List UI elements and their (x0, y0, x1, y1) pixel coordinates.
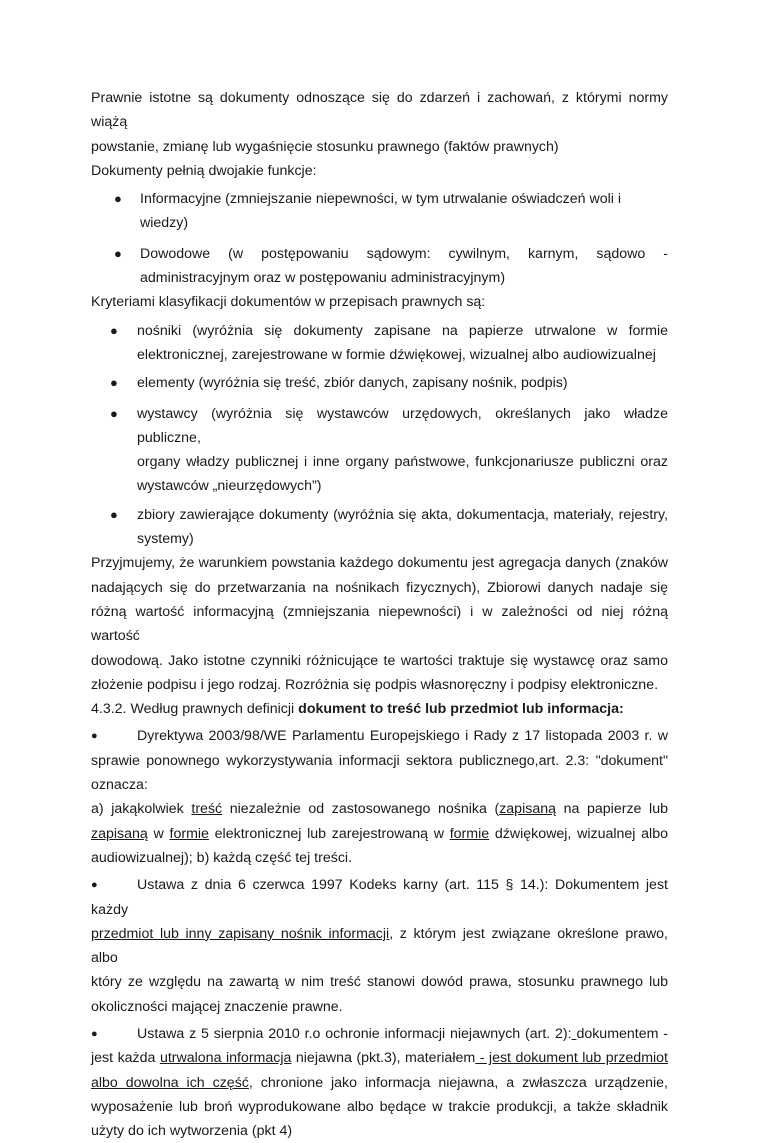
criteria-list (91, 319, 668, 552)
bullet-icon: ● (110, 375, 118, 391)
bullet-icon: ● (91, 879, 98, 892)
list-item: ● Informacyjne (zmniejszanie niepewności, w tym utrwalanie oświadczeń woli i wiedzy) (91, 187, 668, 236)
functions-heading: Dokumenty pełnią dwojakie funkcje: (91, 162, 317, 179)
underlined-term: formie (169, 825, 209, 842)
bullet-icon: ● (91, 730, 98, 743)
list-item: ● Dowodowe (w postępowaniu sądowym: cywilnym, karnym, sądowo - administracyjnym oraz w postępowaniu administracyjnym) (91, 242, 668, 291)
underlined-term: zapisaną (499, 801, 556, 818)
definition-classified-info-act: ● Ustawa z 5 sierpnia 2010 r.o ochronie informacji niejawnych (art. 2): dokumentem - jest każda utrwalona informacja niejawna (pkt.3), materiałem - jest dokument lub przedmiot albo dowolna ich część, chronione jako informacja niejawna, a zwłaszcza urządzenie, wyposażenie lub broń wyprodukowane albo będące w trakcie produkcji, a także składnik użyty do ich wytworzenia (pkt 4) (91, 1022, 668, 1143)
underlined-term: treść (191, 801, 223, 818)
body-paragraph: Przyjmujemy, że warunkiem powstania każdego dokumentu jest agregacja danych (znaków nadających się do przetwarzania na nośnikach fizycznych), Zbiorowi danych nadaje się różną wartość informacyjną (zmniejszania niepewności) i w zależności od niej różną wartość dowodową. Jako istotne czynniki różnicujące te wartości traktuje się wystawcę oraz samo złożenie podpisu i jego rodzaj. Rozróżnia się podpis własnoręczny i podpisy elektroniczne. (91, 555, 668, 693)
intro-line-2: powstanie, zmianę lub wygaśnięcie stosunku prawnego (faktów prawnych) (91, 138, 559, 155)
list-item: ● zbiory zawierające dokumenty (wyróżnia się akta, dokumentacja, materiały, rejestry, systemy) (91, 503, 668, 552)
underlined-term: utrwalona informacja (159, 1050, 292, 1067)
underlined-term: albo dowolna ich część (91, 1074, 249, 1091)
bullet-icon: ● (114, 191, 122, 207)
intro-line-1: Prawnie istotne są dokumenty odnoszące się do zdarzeń i zachowań, z którymi normy wiążą (91, 90, 668, 131)
functions-list (91, 187, 668, 290)
definition-directive: ● Dyrektywa 2003/98/WE Parlamentu Europejskiego i Rady z 17 listopada 2003 r. w sprawie ponownego wykorzystywania informacji sektora publicznego,art. 2.3: "dokument" oznacza: a) jakąkolwiek treść niezależnie od zastosowanego nośnika (zapisaną na papierze lub zapisaną w formie elektronicznej lub zarejestrowaną w formie dźwiękowej, wizualnej albo audiowizualnej); b) każdą część tej treści. (91, 724, 668, 870)
bullet-icon: ● (110, 405, 118, 421)
underlined-term: - jest dokument lub przedmiot (475, 1050, 669, 1067)
bullet-icon: ● (110, 322, 118, 338)
bullet-icon: ● (114, 245, 122, 261)
section-heading: 4.3.2. Według prawnych definicji dokument to treść lub przedmiot lub informacja: (91, 701, 624, 718)
definition-penal-code: ● Ustawa z dnia 6 czerwca 1997 Kodeks karny (art. 115 § 14.): Dokumentem jest każdy przedmiot lub inny zapisany nośnik informacji, z którym jest związane określone prawo, albo który ze względu na zawartą w nim treść stanowi dowód prawa, stosunku prawnego lub okoliczności mającej znaczenie prawne. (91, 873, 668, 1019)
list-item: ● wystawcy (wyróżnia się wystawców urzędowych, określanych jako władze publiczne, organy władzy publicznej i inne organy państwowe, funkcjonariusze publiczni oraz wystawców „nieurzędowych”) (91, 402, 668, 499)
criteria-heading: Kryteriami klasyfikacji dokumentów w przepisach prawnych są: (91, 294, 486, 311)
list-item: ● nośniki (wyróżnia się dokumenty zapisane na papierze utrwalone w formie elektronicznej, zarejestrowane w formie dźwiękowej, wizualnej albo audiowizualnej (91, 319, 668, 368)
bullet-icon: ● (91, 1027, 98, 1040)
section-heading-bold: dokument to treść lub przedmiot lub informacja: (298, 701, 624, 718)
underlined-term: przedmiot lub inny zapisany nośnik informacji (91, 925, 390, 942)
underlined-term: zapisaną (91, 825, 148, 842)
list-item: ● elementy (wyróżnia się treść, zbiór danych, zapisany nośnik, podpis) (91, 371, 668, 395)
bullet-icon: ● (110, 506, 118, 522)
underlined-term: formie (449, 825, 490, 842)
